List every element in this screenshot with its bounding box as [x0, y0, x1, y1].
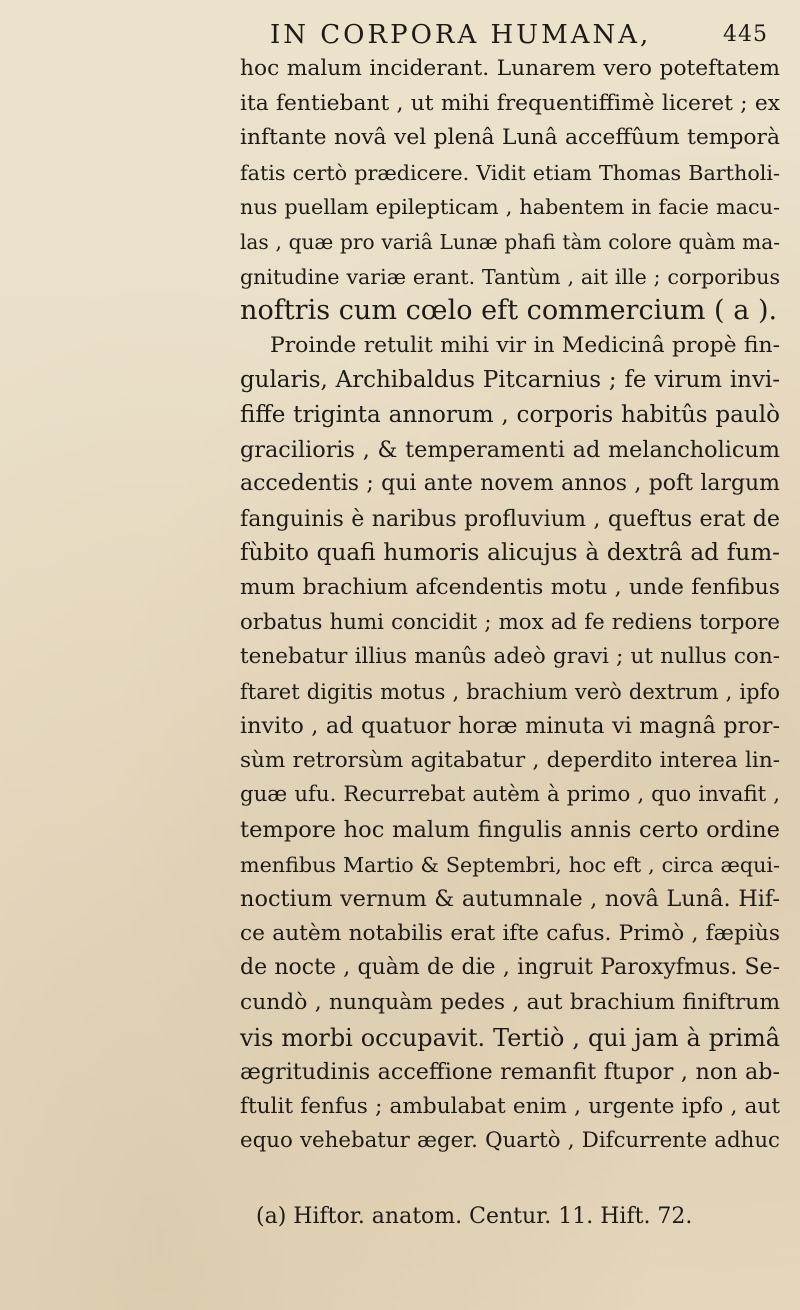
text-line: ægritudinis acceffione remanfit ftupor , non ab- — [240, 1059, 780, 1086]
footnote: (a) Hiftor. anatom. Centur. 11. Hift. 72. — [256, 1204, 693, 1229]
book-page — [240, 10, 780, 1231]
body-text — [240, 52, 780, 1159]
text-line: de nocte , quàm de die , ingruit Paroxyfmus. Se- — [240, 955, 780, 981]
text-line: inftante novâ vel plenâ Lunâ acceffûum temporà — [240, 125, 780, 151]
text-line: gnitudine variæ erant. Tantùm , ait ille ; corporibus — [240, 264, 780, 289]
footnote-spacer — [240, 1159, 780, 1203]
text-line: noftris cum cœlo eft commercium ( a ). — [240, 295, 778, 327]
text-line: tempore hoc malum fingulis annis certo ordine — [240, 817, 780, 844]
text-line: menfibus Martio & Septembri, hoc eft , circa æqui- — [240, 852, 780, 877]
text-line: ce autèm notabilis erat ifte cafus. Primò , fæpiùs — [240, 920, 780, 946]
text-line: orbatus humi concidit ; mox ad fe rediens torpore — [240, 609, 780, 635]
text-line: hoc malum inciderant. Lunarem vero poteftatem — [240, 56, 780, 81]
text-line: fanguinis è naribus profluvium , queftus erat de — [240, 505, 780, 532]
text-line: las , quæ pro variâ Lunæ phafi tàm colore quàm ma- — [240, 229, 780, 254]
text-line: Proinde retulit mihi vir in Medicinâ propè fin- — [270, 332, 780, 358]
running-title: IN CORPORA HUMANA, — [270, 20, 652, 50]
text-line: nus puellam epilepticam , habentem in facie macu- — [240, 195, 780, 220]
text-line: gracilioris , & temperamenti ad melancholicum — [240, 436, 780, 463]
page-header — [240, 10, 780, 52]
text-line: vis morbi occupavit. Tertiò , qui jam à primâ — [240, 1023, 780, 1052]
text-line: ftaret digitis motus , brachium verò dextrum , ipfo — [240, 678, 780, 704]
text-line: noctium vernum & autumnale , novâ Lunâ. Hif- — [240, 886, 780, 913]
text-line: ftulit fenfus ; ambulabat enim , urgente ipfo , aut — [240, 1093, 780, 1119]
text-line: fiffe triginta annorum , corporis habitûs paulò — [240, 401, 780, 428]
text-line: accedentis ; qui ante novem annos , poft largum — [240, 471, 780, 497]
text-line: cundò , nunquàm pedes , aut brachium finiftrum — [240, 990, 780, 1016]
text-line: fatis certò prædicere. Vidit etiam Thomas Bartholi- — [240, 160, 780, 185]
text-line: ita fentiebant , ut mihi frequentiffimè liceret ; ex — [240, 90, 780, 116]
text-line: guæ ufu. Recurrebat autèm à primo , quo invafit , — [240, 782, 780, 808]
text-line: gularis, Archibaldus Pitcarnius ; fe virum invi- — [240, 367, 780, 394]
text-line: sùm retrorsùm agitabatur , deperdito interea lin- — [240, 747, 780, 773]
text-line: fùbito quafi humoris alicujus à dextrâ ad fum- — [240, 540, 780, 567]
page-number: 445 — [723, 22, 768, 47]
text-line: mum brachium afcendentis motu , unde fenfibus — [240, 574, 780, 600]
text-line: invito , ad quatuor horæ minuta vi magnâ pror- — [240, 713, 780, 740]
text-line: equo vehebatur æger. Quartò , Difcurrente adhuc — [240, 1128, 780, 1154]
text-line: tenebatur illius manûs adeò gravi ; ut nullus con- — [240, 644, 780, 670]
